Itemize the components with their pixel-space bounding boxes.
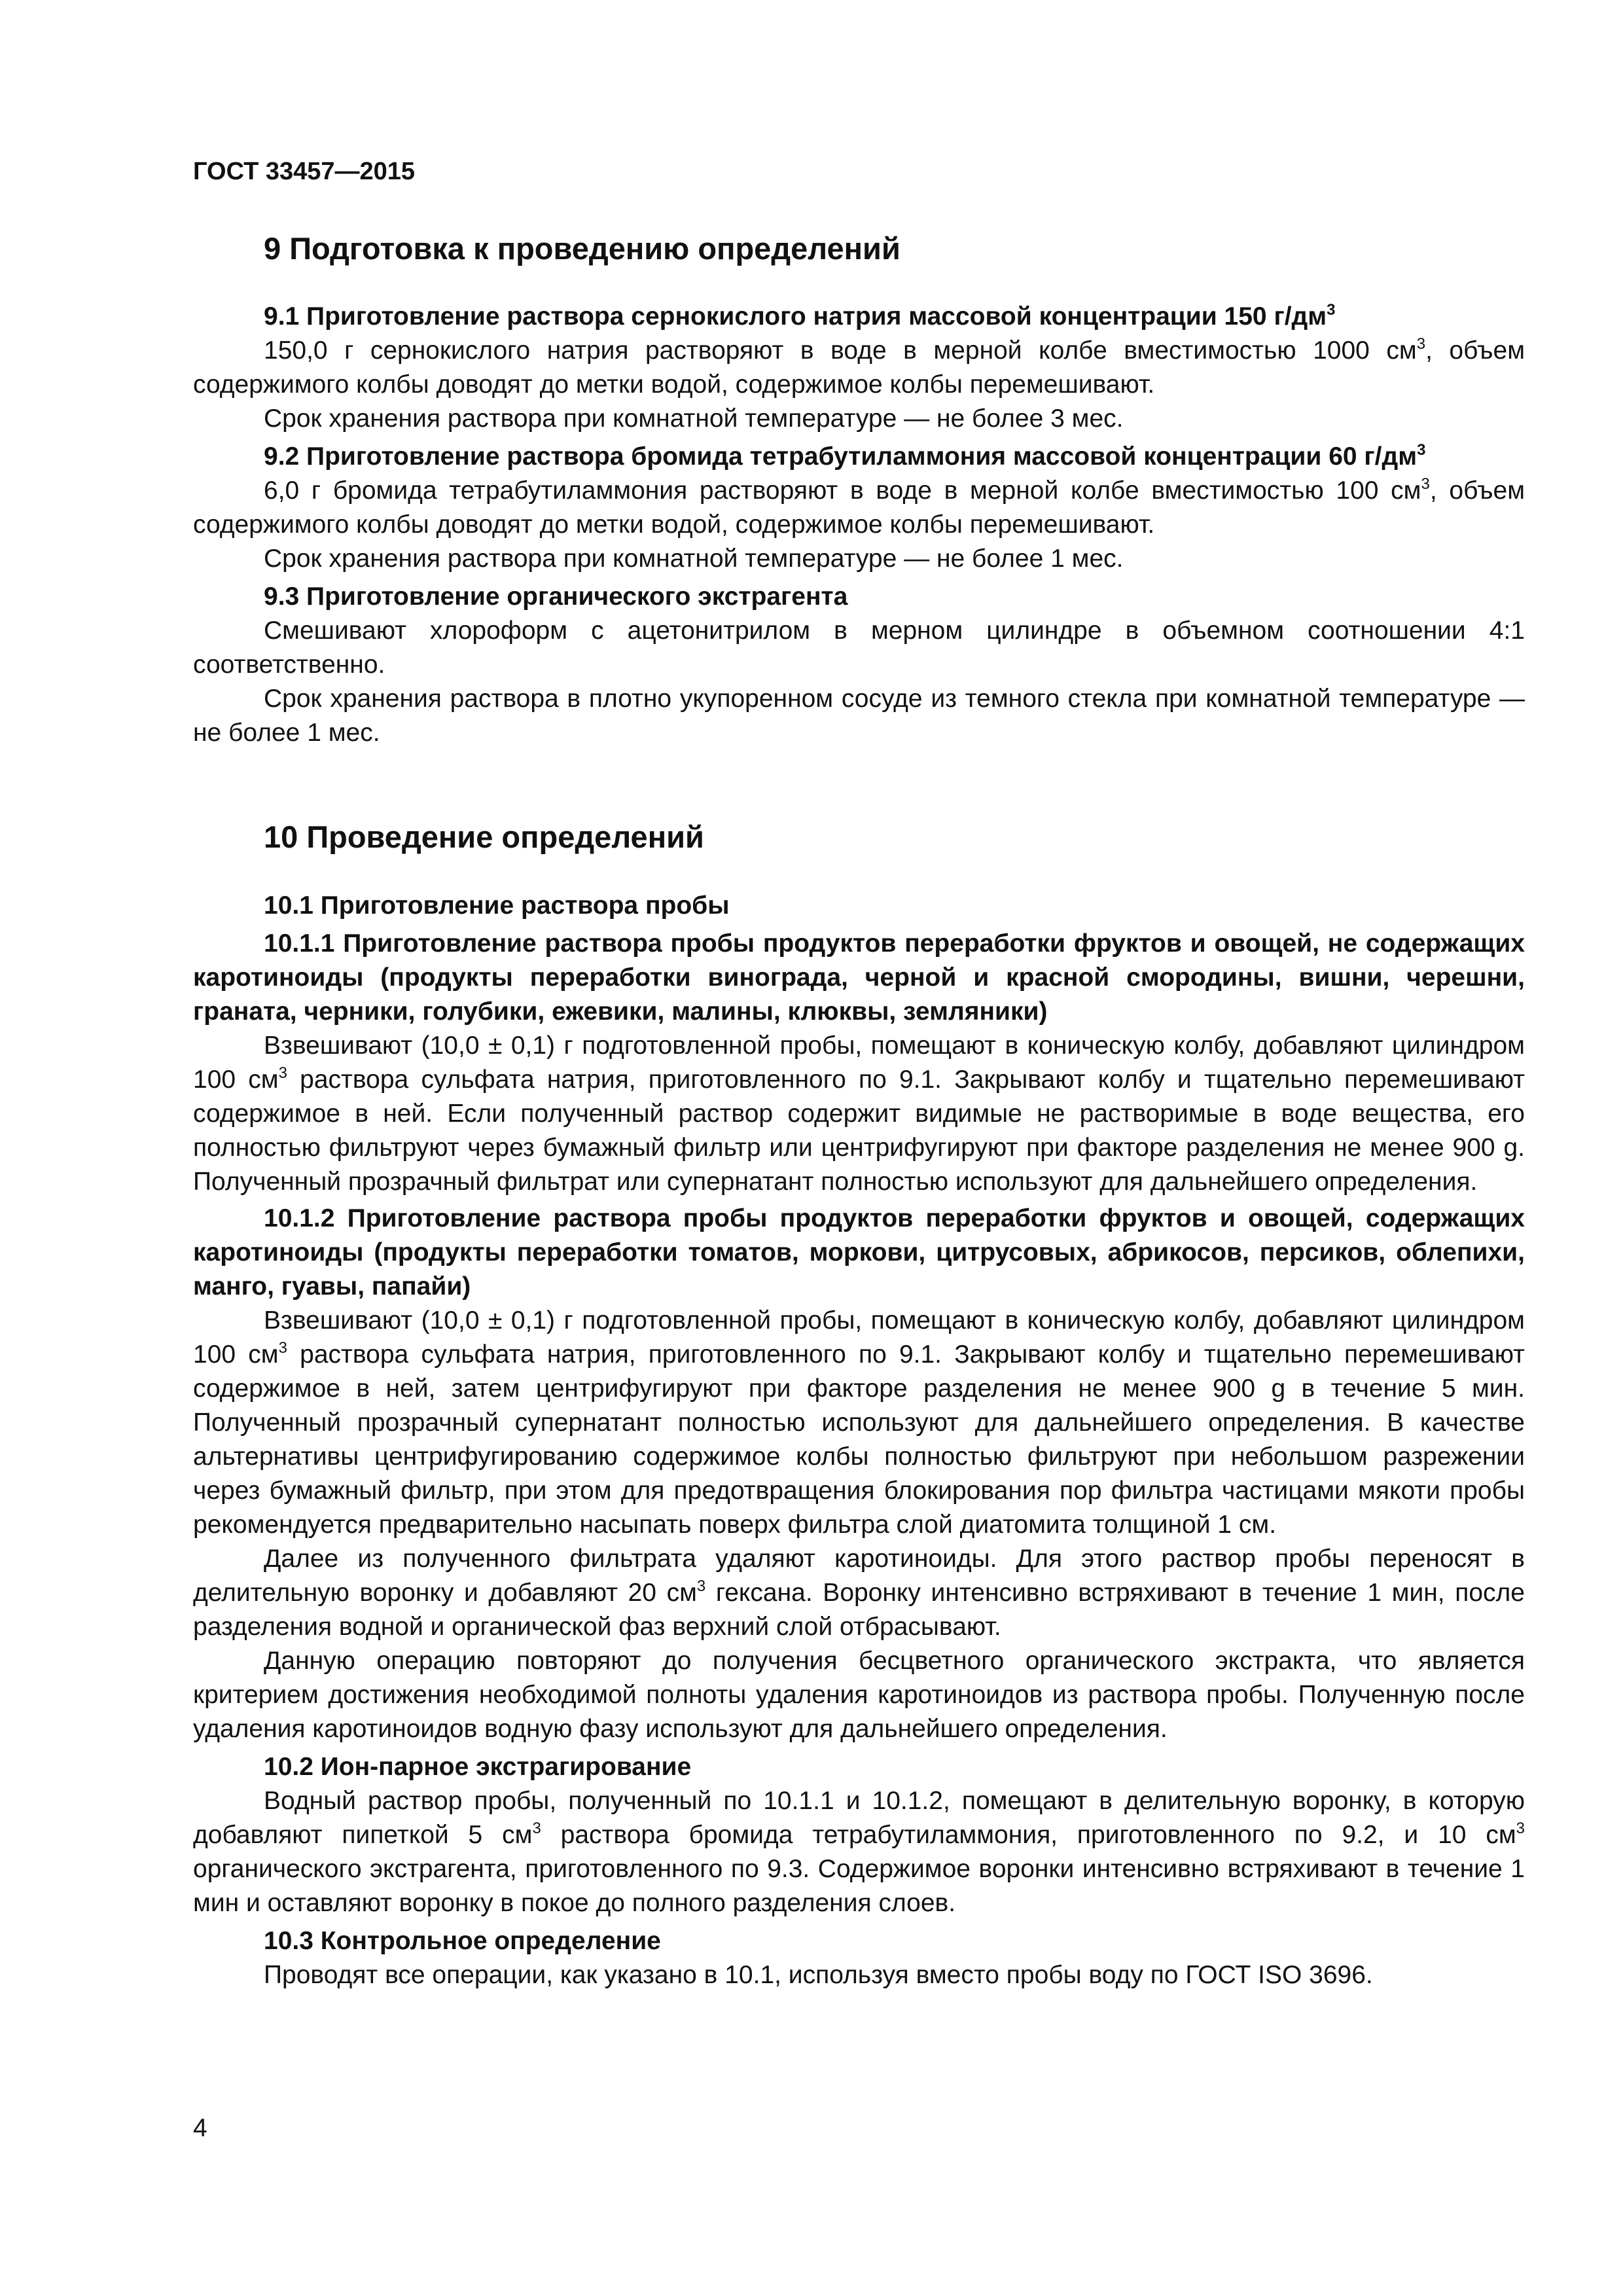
subsection-9-1-paragraph: 150,0 г сернокислого натрия растворяют в воде в мерной колбе вместимостью 1000 $см^3$, объем содержимого колбы доводят до метки водой, содержимое колбы перемешивают.: [193, 335, 1525, 399]
subsection-10-1-1-paragraph: Взвешивают (10,0 ± 0,1) г подготовленной пробы, помещают в коническую колбу, добавляют цилиндром 100 $см^3$ раствора сульфата натрия, приготовленного по 9.1. Закрывают колбу и тщательно перемешивают содержимое в ней. Если полученный раствор содержит видимые не растворимые в воде вещества, его полностью фильтруют через бумажный фильтр или центрифугируют при факторе разделения не менее 900 g. Полученный прозрачный фильтрат или супернатант полностью используют для дальнейшего определения.: [193, 1031, 1525, 1196]
standard-number: ГОСТ 33457—2015: [193, 158, 416, 185]
subsection-10-1-2-paragraph-1: Взвешивают (10,0 ± 0,1) г подготовленной пробы, помещают в коническую колбу, добавляют цилиндром 100 $см^3$ раствора сульфата натрия, приготовленного по 9.1. Закрывают колбу и тщательно перемешивают содержимое в ней, затем центрифугируют при факторе разделения не менее 900 g в течение 5 мин. Полученный прозрачный супернатант полностью используют для дальнейшего определения. В качестве альтернативы центрифугированию содержимое колбы полностью фильтруют при небольшом разрежении через бумажный фильтр, при этом для предотвращения блокирования пор фильтра частицами мякоти пробы рекомендуется предварительно насыпать поверх фильтра слой диатомита толщиной 1 см.: [193, 1306, 1525, 1539]
section-9-title: 9 Подготовка к проведению определений: [264, 231, 901, 266]
subsection-9-1-storage: Срок хранения раствора при комнатной температуре — не более 3 мес.: [264, 404, 1124, 433]
subsection-10-1-2-heading: 10.1.2 Приготовление раствора пробы продуктов переработки фруктов и овощей, содержащих каротиноиды (продукты переработки томатов, моркови, цитрусовых, абрикосов, персиков, облепихи, манго, гуавы, папайи): [193, 1204, 1525, 1300]
subsection-9-2-storage: Срок хранения раствора при комнатной температуре — не более 1 мес.: [264, 545, 1124, 573]
subsection-9-2-heading: 9.2 Приготовление раствора бромида тетрабутиламмония массовой концентрации 60 $г/дм^3$: [264, 441, 1426, 471]
subsection-10-2-paragraph: Водный раствор пробы, полученный по 10.1.1 и 10.1.2, помещают в делительную воронку, в которую добавляют пипеткой 5 $см^3$ раствора бромида тетрабутиламмония, приготовленного по 9.2, и 10 $см^3$ органического экстрагента, приготовленного по 9.3. Содержимое воронки интенсивно встряхивают в течение 1 мин и оставляют воронку в покое до полного разделения слоев.: [193, 1787, 1525, 1917]
section-10-body: [193, 889, 1525, 1992]
subsection-9-2-paragraph: 6,0 г бромида тетрабутиламмония растворяют в воде в мерной колбе вместимостью 100 $см^3$, объем содержимого колбы доводят до метки водой, содержимое колбы перемешивают.: [193, 475, 1525, 539]
subsection-9-3-storage: Срок хранения раствора в плотно укупоренном сосуде из темного стекла при комнатной температуре — не более 1 мес.: [193, 685, 1525, 747]
section-10-title: 10 Проведение определений: [264, 819, 704, 854]
page-number: 4: [193, 2114, 207, 2142]
subsection-10-1-2-paragraph-3: Данную операцию повторяют до получения бесцветного органического экстракта, что является критерием достижения необходимой полноты удаления каротиноидов из раствора пробы. Полученную после удаления каротиноидов водную фазу используют для дальнейшего определения.: [193, 1647, 1525, 1743]
subsection-10-2-heading: 10.2 Ион-парное экстрагирование: [264, 1753, 692, 1781]
subsection-10-3-heading: 10.3 Контрольное определение: [264, 1927, 661, 1955]
document-page: [193, 157, 1525, 1989]
subsection-10-3-paragraph: Проводят все операции, как указано в 10.1, используя вместо пробы воду по ГОСТ ISO 3696.: [264, 1961, 1373, 1989]
subsection-10-1-1-heading: 10.1.1 Приготовление раствора пробы продуктов переработки фруктов и овощей, не содержащих каротиноиды (продукты переработки винограда, черной и красной смородины, вишни, черешни, граната, черники, голубики, ежевики, малины, клюквы, земляники): [193, 929, 1525, 1026]
subsection-9-3-heading: 9.3 Приготовление органического экстрагента: [264, 583, 848, 611]
subsection-9-3-paragraph: Смешивают хлороформ с ацетонитрилом в мерном цилиндре в объемном соотношении 4:1 соответственно.: [193, 617, 1525, 679]
subsection-10-1-2-paragraph-2: Далее из полученного фильтрата удаляют каротиноиды. Для этого раствор пробы переносят в делительную воронку и добавляют 20 $см^3$ гексана. Воронку интенсивно встряхивают в течение 1 мин, после разделения водной и органической фаз верхний слой отбрасывают.: [193, 1545, 1525, 1641]
section-9-body: [193, 300, 1525, 750]
subsection-9-1-heading: 9.1 Приготовление раствора сернокислого натрия массовой концентрации 150 $г/дм^3$: [264, 301, 1336, 331]
subsection-10-1-heading: 10.1 Приготовление раствора пробы: [264, 891, 730, 920]
